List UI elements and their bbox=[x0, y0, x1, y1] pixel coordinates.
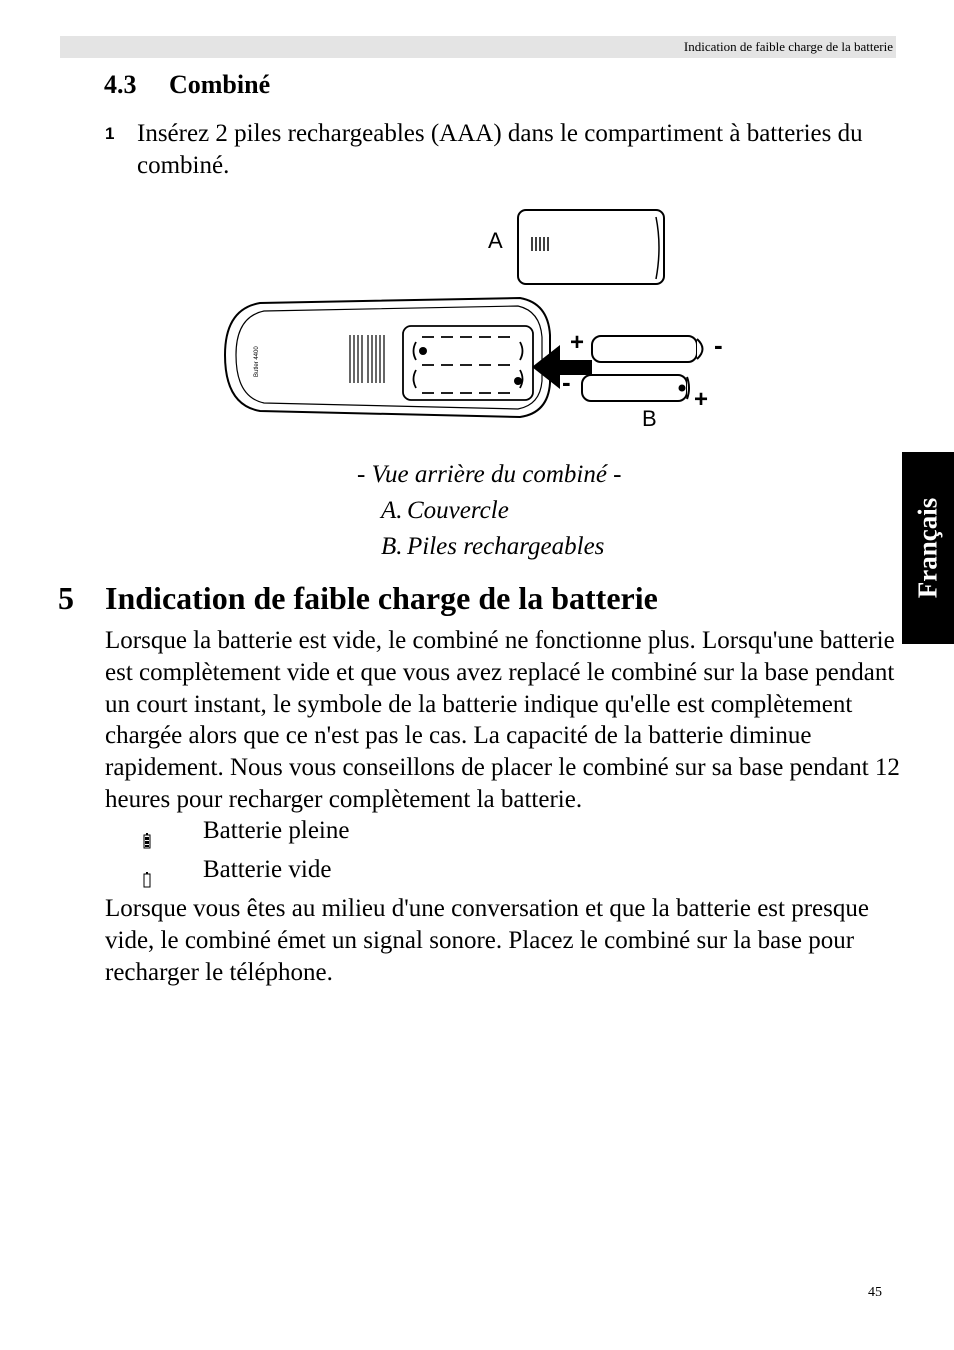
section-4-3-heading bbox=[104, 70, 270, 100]
svg-text:-: - bbox=[714, 330, 723, 360]
caption-item-a: A. Couvercle bbox=[381, 497, 509, 524]
battery-top bbox=[570, 329, 723, 362]
language-tab bbox=[902, 452, 954, 644]
section-title: Indication de faible charge de la batterie bbox=[105, 580, 658, 616]
header-bar bbox=[60, 36, 896, 58]
svg-text:+: + bbox=[694, 386, 709, 413]
step-number: 1 bbox=[105, 124, 115, 143]
label-b: B bbox=[642, 406, 657, 431]
paragraph-battery-info: Lorsque la batterie est vide, le combiné ne fonctionne plus. Lorsqu'une batterie est complètement vide et que vous avez replacé le combiné sur la base pendant un court instant, le symbole de la batterie indique qu'elle est complètement chargée alors que ce n'est pas le cas. La capacité de la batterie diminue rapidement. Nous vous conseillons de placer le combiné sur sa base pendant 12 heures pour recharger complètement la batterie. bbox=[105, 627, 900, 813]
handset-battery-figure bbox=[220, 205, 730, 435]
step-text: Insérez 2 piles rechargeables (AAA) dans le compartiment à batteries du combiné. bbox=[137, 120, 863, 179]
page-number: 45 bbox=[868, 1285, 882, 1300]
svg-text:-: - bbox=[562, 367, 571, 397]
label-a: A bbox=[488, 228, 503, 253]
section-title: Combiné bbox=[169, 70, 271, 99]
paragraph-low-battery: Lorsque vous êtes au milieu d'une conversation et que la batterie est presque vide, le combiné émet un signal sonore. Placez le combiné sur la base pour recharger le téléphone. bbox=[105, 895, 869, 986]
running-header: Indication de faible charge de la batterie bbox=[683, 39, 893, 54]
handset-body bbox=[225, 298, 550, 417]
battery-full-icon bbox=[143, 833, 151, 849]
caption-item-b: B. Piles rechargeables bbox=[381, 533, 605, 560]
section-number: 4.3 bbox=[104, 70, 137, 99]
caption-title: - Vue arrière du combiné - bbox=[357, 461, 622, 488]
section-number: 5 bbox=[58, 580, 74, 616]
battery-full-label: Batterie pleine bbox=[203, 817, 350, 844]
svg-text:+: + bbox=[570, 329, 585, 356]
section-5-heading bbox=[58, 580, 658, 617]
battery-empty-icon bbox=[143, 872, 151, 888]
figure-caption bbox=[357, 457, 622, 565]
battery-empty-label: Batterie vide bbox=[203, 856, 332, 883]
handset-model: Butler 4400 bbox=[254, 346, 260, 377]
language-tab-label: Français bbox=[912, 497, 943, 599]
